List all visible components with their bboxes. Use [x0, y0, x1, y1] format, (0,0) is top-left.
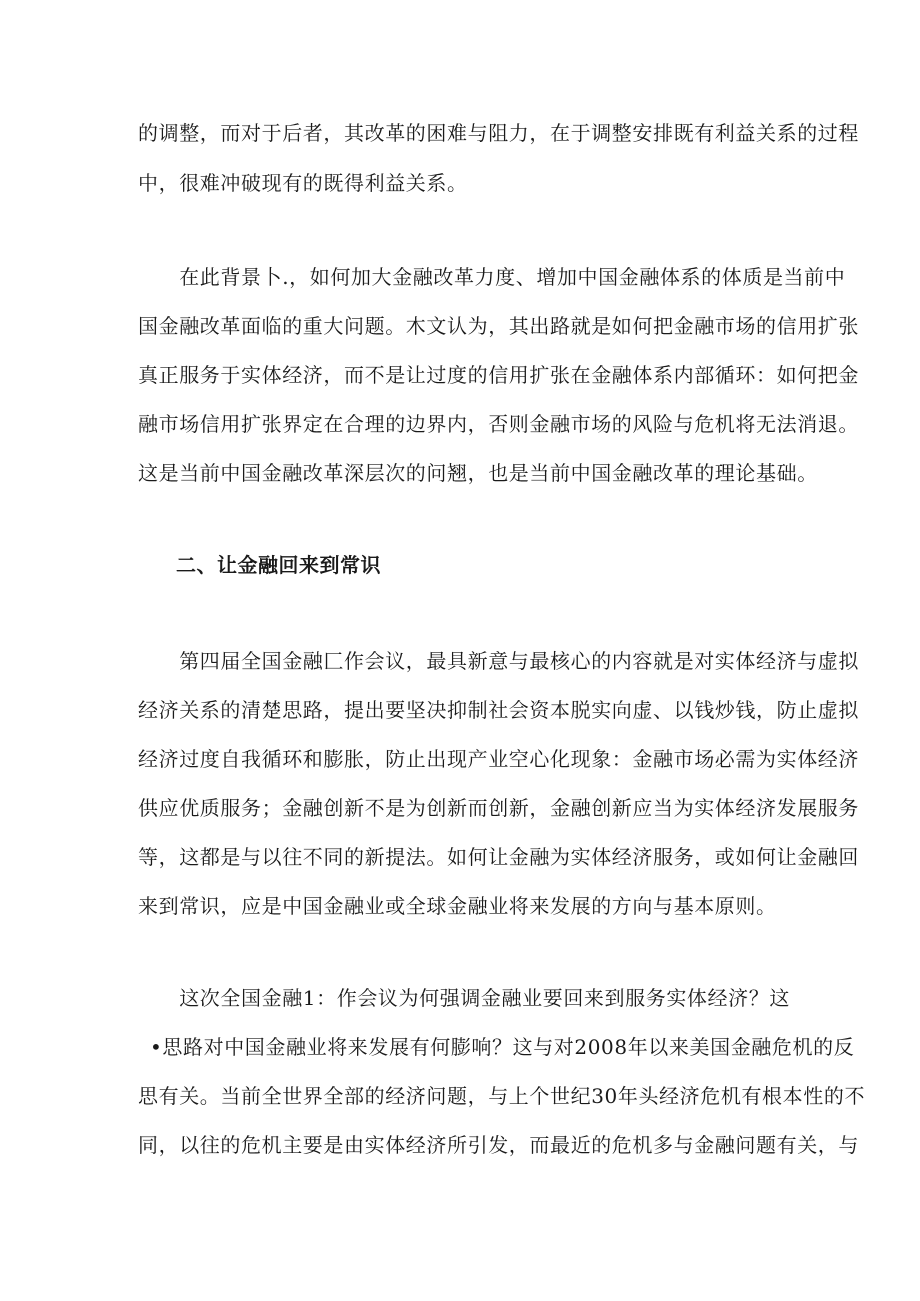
- paragraph-line: 真正服务于实体经济，而不是让过度的信用扩张在金融体系内部循环：如何把金: [138, 363, 859, 387]
- section-heading: 二、让金融回来到常识: [176, 553, 381, 577]
- paragraph-line: 第四届全国金融匚作会议，最具新意与最核心的内容就是对实体经济与虚拟: [138, 649, 859, 673]
- paragraph-line: 来到常识，应是中国金融业或全球金融业将来发展的方向与基本原则。: [138, 894, 777, 918]
- paragraph-line: 供应优质服务；金融创新不是为创新而创新，金融创新应当为实体经济发展服务: [138, 796, 859, 820]
- paragraph-line: 这次全国金融1：作会议为何强调金融业要回来到服务实体经济？这: [138, 986, 790, 1010]
- paragraph-line: 经济过度自我循环和膨胀，防止出现产业空心化现象：金融市场必需为实体经济: [138, 747, 859, 771]
- paragraph-line: 同，以往的危机主要是由实体经济所引发，而最近的危机多与金融问题有关，与: [138, 1133, 859, 1157]
- paragraph-line: 国金融改革面临的重大问题。木文认为，其出路就是如何把金融市场的信用扩张: [138, 314, 859, 338]
- paragraph-line: 的调整，而对于后者，其改革的困难与阻力，在于调整安排既有利益关系的过程: [138, 121, 859, 145]
- paragraph-line: 这是当前中国金融改革深层次的问翘，也是当前中国金融改革的理论基础。: [138, 461, 818, 485]
- paragraph-line: 经济关系的清楚思路，提出要坚决抑制社会资本脱实向虚、以钱炒钱，防止虚拟: [138, 698, 859, 722]
- paragraph-line: 中，很难冲破现有的既得利益关系。: [138, 171, 468, 195]
- paragraph-line: 融市场信用扩张界定在合理的边界内，否则金融市场的风险与危机将无法消退。: [138, 412, 859, 436]
- paragraph-line: 思有关。当前全世界全部的经济问题，与上个世纪30年头经济危机有根本性的不: [138, 1084, 866, 1108]
- paragraph-line: 在此背景卜.，如何加大金融改革力度、增加中国金融体系的体质是当前中: [138, 265, 846, 289]
- paragraph-line: •思路对中国金融业将来发展有何膨响？这与对2008年以来美国金融危机的反: [150, 1035, 855, 1059]
- paragraph-line: 等，这都是与以往不同的新提法。如何让金融为实体经济服务，或如何让金融回: [138, 845, 859, 869]
